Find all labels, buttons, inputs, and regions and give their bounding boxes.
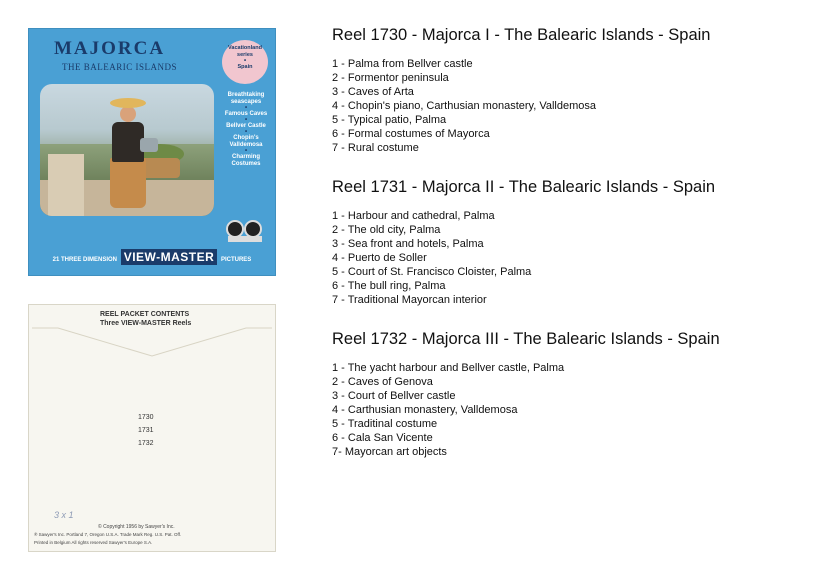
badge-line-1: Vacationland <box>228 45 262 51</box>
badge-line-3: Spain <box>237 64 253 70</box>
feature-list <box>218 92 274 168</box>
reel-item: 7 - Traditional Mayorcan interior <box>332 294 487 306</box>
viewer-icon <box>224 214 266 242</box>
reel-item-list <box>332 57 802 155</box>
back-heading <box>100 310 191 328</box>
reel-item: 5 - Court of St. Francisco Cloister, Palma <box>332 266 532 278</box>
badge-dot: • <box>243 58 247 64</box>
reel-item: 3 - Sea front and hotels, Palma <box>332 238 484 250</box>
reel-item: 1 - The yacht harbour and Bellver castle, Palma <box>332 362 565 374</box>
photo-woman-skirt <box>110 158 146 208</box>
feature-item: Bellver Castle <box>226 123 266 129</box>
reel-item-list <box>332 361 802 459</box>
reel-section-1731 <box>332 178 802 307</box>
feature-item: Charming Costumes <box>231 154 261 167</box>
feature-item: Famous Caves <box>224 111 268 117</box>
reel-title: Reel 1732 - Majorca III - The Balearic Islands - Spain <box>332 330 720 348</box>
reel-section-1732 <box>332 330 802 459</box>
feature-dot: • <box>244 148 248 154</box>
reel-item: 7- Mayorcan art objects <box>332 446 447 458</box>
bottom-left-text: 21 THREE DIMENSION <box>52 257 118 263</box>
reel-item: 5 - Typical patio, Palma <box>332 114 447 126</box>
reel-number: 1731 <box>138 427 154 434</box>
reel-number: 1730 <box>138 414 154 421</box>
legal-line-2: Printed in Belgium All rights reserved Sawyer's Europe S.A. <box>34 540 153 545</box>
feature-dot: • <box>244 117 248 123</box>
reel-item: 3 - Caves of Arta <box>332 86 414 98</box>
viewer-base <box>228 236 262 242</box>
reel-item: 1 - Harbour and cathedral, Palma <box>332 210 495 222</box>
reel-section-1730 <box>332 26 802 155</box>
reel-item: 6 - The bull ring, Palma <box>332 280 446 292</box>
reel-item: 6 - Formal costumes of Mayorca <box>332 128 490 140</box>
feature-dot: • <box>244 129 248 135</box>
packet-bottom-line <box>28 250 276 264</box>
cover-photo <box>40 84 214 216</box>
photo-woman-face <box>120 106 136 122</box>
feature-item: Breathtaking seascapes <box>227 92 265 105</box>
reel-item: 4 - Puerto de Soller <box>332 252 427 264</box>
reel-item: 1 - Palma from Bellver castle <box>332 58 473 70</box>
packet-front-image <box>28 28 276 276</box>
photo-pillar <box>48 154 84 216</box>
reel-number: 1732 <box>138 440 154 447</box>
reel-item: 5 - Traditinal costume <box>332 418 438 430</box>
feature-dot: • <box>244 105 248 111</box>
photo-woman-hat <box>110 98 146 108</box>
legal-line-1: ® Sawyer's Inc. Portland 7, Oregon U.S.A. Trade Mark Reg. U.S. Pat. Off. <box>34 532 182 537</box>
reel-item: 2 - The old city, Palma <box>332 224 441 236</box>
reel-item-list <box>332 209 802 307</box>
packet-subtitle: THE BALEARIC ISLANDS <box>62 62 177 72</box>
reel-item: 3 - Court of Bellver castle <box>332 390 456 402</box>
photo-pot <box>140 158 180 178</box>
badge-line-2: series <box>237 52 253 58</box>
reel-title: Reel 1731 - Majorca II - The Balearic Islands - Spain <box>332 178 716 196</box>
pencil-note: 3 x 1 <box>54 510 74 520</box>
reel-item: 4 - Carthusian monastery, Valldemosa <box>332 404 518 416</box>
copyright-line: © Copyright 1956 by Sawyer's Inc. <box>98 524 175 530</box>
back-heading-line-1: REEL PACKET CONTENTS <box>100 311 190 318</box>
reel-title: Reel 1730 - Majorca I - The Balearic Islands - Spain <box>332 26 711 44</box>
feature-item: Chopin's Valldemosa <box>229 135 263 148</box>
photo-watering-can <box>140 138 158 152</box>
packet-title: MAJORCA <box>54 38 166 59</box>
reel-item: 4 - Chopin's piano, Carthusian monastery, Valldemosa <box>332 100 596 112</box>
reel-item: 2 - Caves of Genova <box>332 376 433 388</box>
reel-item: 7 - Rural costume <box>332 142 419 154</box>
bottom-right-text: PICTURES <box>220 257 252 263</box>
photo-woman <box>110 98 146 208</box>
reel-item: 6 - Cala San Vicente <box>332 432 433 444</box>
reel-item: 2 - Formentor peninsula <box>332 72 449 84</box>
back-heading-line-2: Three VIEW-MASTER Reels <box>100 320 192 327</box>
series-badge <box>222 40 268 84</box>
brand-logo: VIEW-MASTER <box>121 249 218 265</box>
packet-back-image <box>28 304 276 552</box>
